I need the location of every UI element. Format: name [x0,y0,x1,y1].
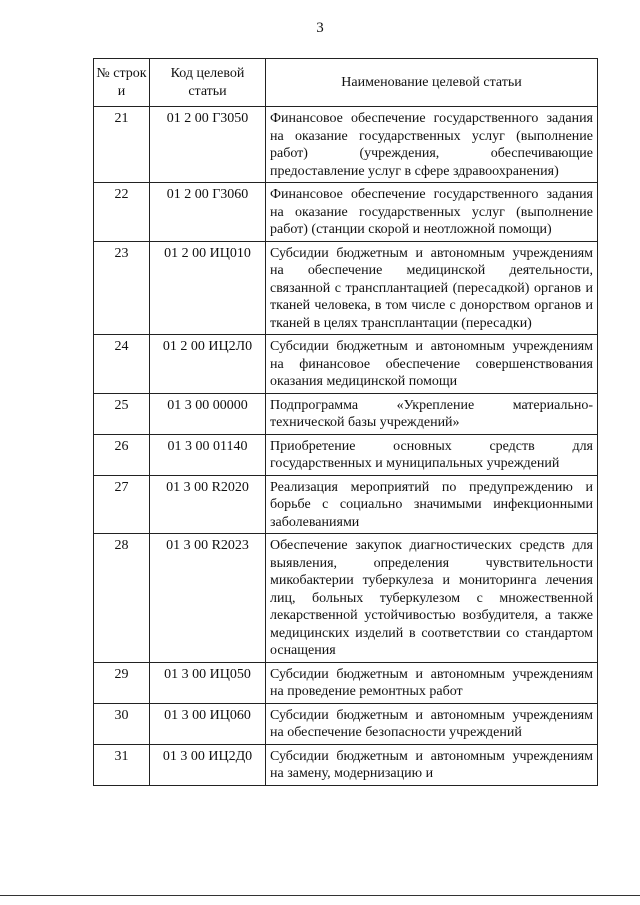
item-code: 01 3 00 ИЦ050 [150,662,266,703]
item-name: Субсидии бюджетным и автономным учреждениям на обеспечение медицинской деятельности, связанной с трансплантацией (пересадкой) органов и тканей человека, в том числе с донорством органов и тканей в целях трансплантации (пересадки) [266,241,598,335]
item-name: Субсидии бюджетным и автономным учреждениям на проведение ремонтных работ [266,662,598,703]
page-bottom-divider [0,895,640,896]
row-number: 23 [94,241,150,335]
item-code: 01 3 00 R2023 [150,534,266,663]
table-row [94,335,598,394]
table-row [94,534,598,663]
item-name: Обеспечение закупок диагностических средств для выявления, определения чувствительности микобактерии туберкулеза и мониторинга лечения лиц, больных туберкулезом с множественной лекарственной устойчивостью возбудителя, а также медицинских изделий в соответствии со стандартом оснащения [266,534,598,663]
table-row [94,107,598,183]
item-name: Финансовое обеспечение государственного задания на оказание государственных услуг (выполнение работ) (станции скорой и неотложной помощи) [266,183,598,242]
item-code: 01 2 00 ИЦ010 [150,241,266,335]
item-name: Подпрограмма «Укрепление материально-технической базы учреждений» [266,393,598,434]
row-number: 25 [94,393,150,434]
table-row [94,183,598,242]
budget-items-table [93,58,598,786]
item-code: 01 3 00 R2020 [150,475,266,534]
header-row-number: № строк и [94,59,150,107]
table-row [94,475,598,534]
row-number: 30 [94,703,150,744]
table-row [94,241,598,335]
table-row [94,434,598,475]
row-number: 31 [94,744,150,785]
row-number: 21 [94,107,150,183]
item-name: Субсидии бюджетным и автономным учреждениям на финансовое обеспечение совершенствования оказания медицинской помощи [266,335,598,394]
row-number: 28 [94,534,150,663]
item-code: 01 3 00 01140 [150,434,266,475]
item-code: 01 3 00 ИЦ060 [150,703,266,744]
item-name: Реализация мероприятий по предупреждению и борьбе с социально значимыми инфекционными заболеваниями [266,475,598,534]
item-name: Субсидии бюджетным и автономным учреждениям на обеспечение безопасности учреждений [266,703,598,744]
table-row [94,703,598,744]
row-number: 22 [94,183,150,242]
row-number: 27 [94,475,150,534]
item-name: Приобретение основных средств для государственных и муниципальных учреждений [266,434,598,475]
item-code: 01 3 00 ИЦ2Д0 [150,744,266,785]
item-code: 01 3 00 00000 [150,393,266,434]
row-number: 24 [94,335,150,394]
table-header-row [94,59,598,107]
item-code: 01 2 00 ИЦ2Л0 [150,335,266,394]
item-name: Субсидии бюджетным и автономным учреждениям на замену, модернизацию и [266,744,598,785]
item-code: 01 2 00 Г3050 [150,107,266,183]
table-row [94,662,598,703]
header-item-code: Код целевой статьи [150,59,266,107]
header-item-name: Наименование целевой статьи [266,59,598,107]
item-name: Финансовое обеспечение государственного задания на оказание государственных услуг (выполнение работ) (учреждения, обеспечивающие предоставление услуг в сфере здравоохранения) [266,107,598,183]
item-code: 01 2 00 Г3060 [150,183,266,242]
table-row [94,744,598,785]
row-number: 29 [94,662,150,703]
table-row [94,393,598,434]
page-number: 3 [316,20,324,36]
row-number: 26 [94,434,150,475]
